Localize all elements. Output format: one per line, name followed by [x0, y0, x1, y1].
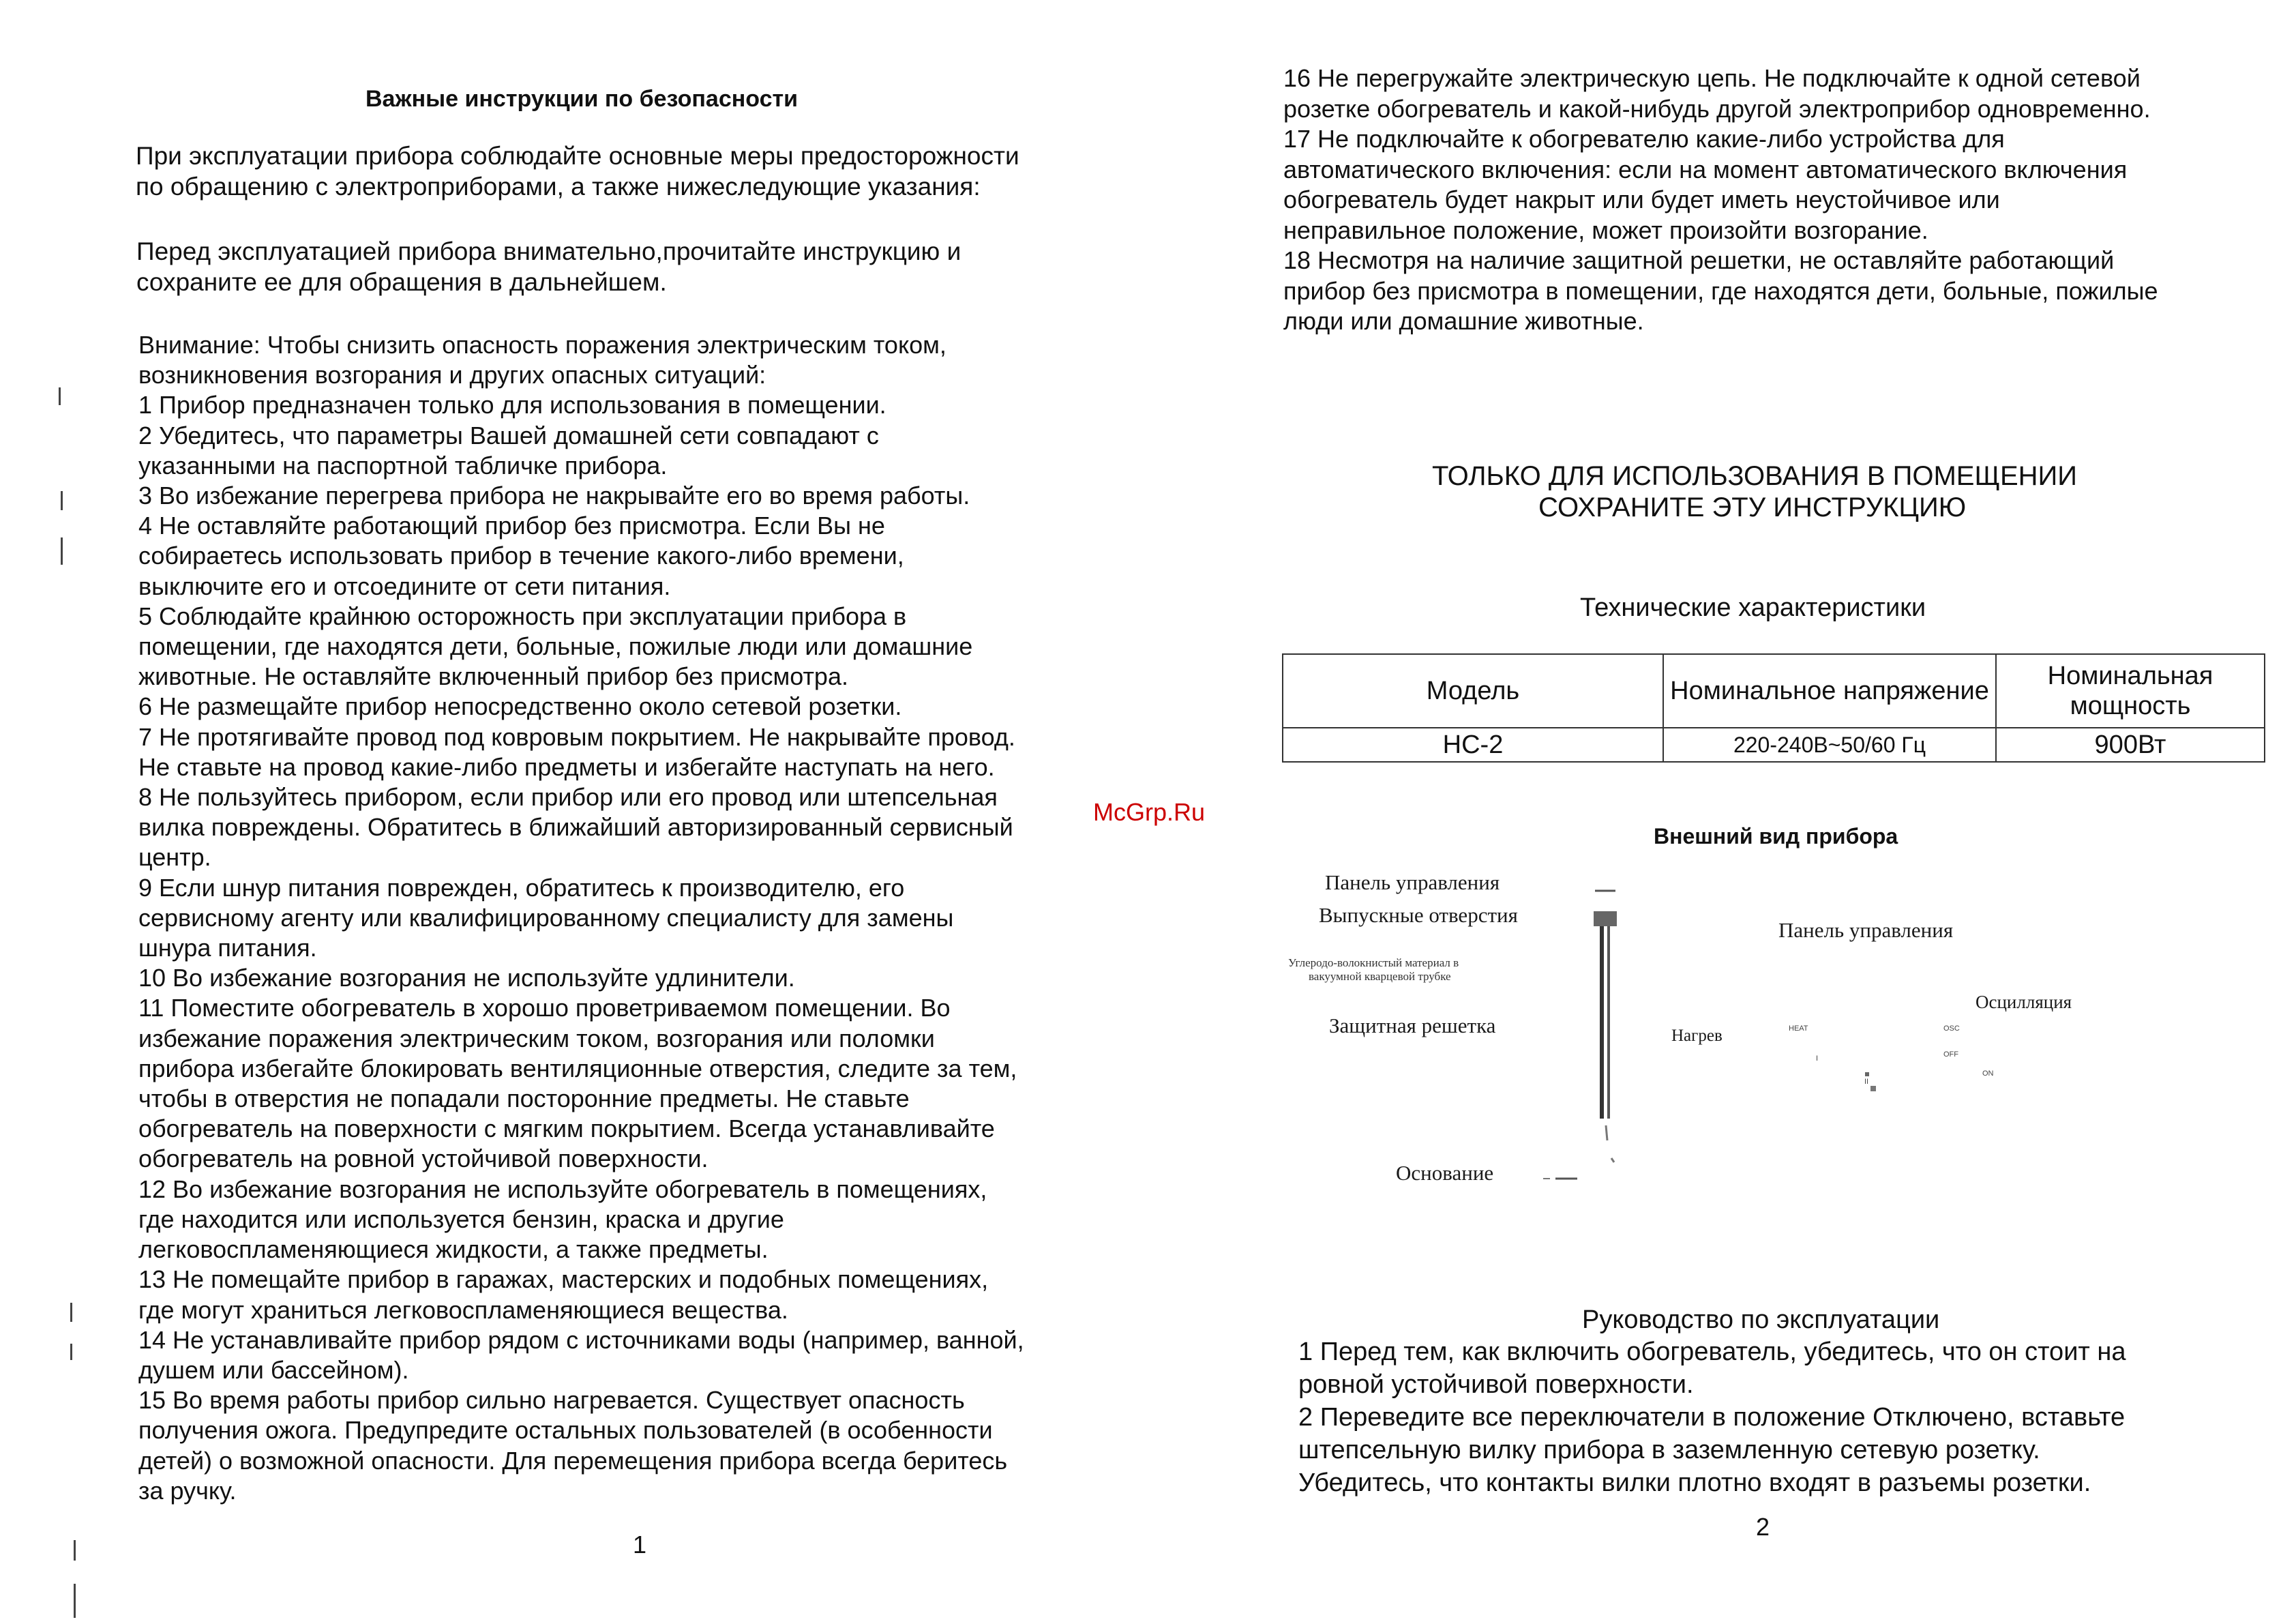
label-guard: Защитная решетка	[1329, 1014, 1496, 1037]
osc-knob-mark: OSC	[1943, 1024, 1960, 1033]
safety-line: неправильное положение, может произойти возгорание.	[1283, 216, 1928, 244]
safety-line: 6 Не размещайте прибор непосредственно около сетевой розетки.	[138, 692, 902, 721]
before-use-line: Перед эксплуатацией прибора внимательно,прочитайте инструкцию и	[136, 237, 961, 265]
safety-line: центр.	[138, 843, 211, 872]
heater-body	[1543, 891, 1617, 1179]
safety-line: сервисному агенту или квалифицированному специалисту для замены	[138, 903, 954, 932]
safety-line: 9 Если шнур питания поврежден, обратитесь к производителю, его	[138, 873, 905, 902]
safety-line: обогреватель на поверхности с мягким покрытием. Всегда устанавливайте	[138, 1114, 995, 1143]
safety-line: 18 Несмотря на наличие защитной решетки, не оставляйте работающий	[1283, 246, 2115, 274]
scan-mark	[74, 1584, 76, 1618]
knob-dot	[1865, 1072, 1869, 1076]
safety-line: душем или бассейном).	[138, 1355, 409, 1384]
intro-line: по обращению с электроприборами, а также нижеследующие указания:	[136, 173, 981, 201]
safety-line: 14 Не устанавливайте прибор рядом с источниками воды (например, ванной,	[138, 1325, 1024, 1354]
off-mark: OFF	[1943, 1050, 1958, 1059]
position-ii-mark: II	[1864, 1078, 1869, 1086]
label-carbon-line: вакуумной кварцевой трубке	[1309, 970, 1451, 983]
specs-data-row	[1283, 728, 2265, 762]
manual-paragraph	[1298, 1335, 2126, 1499]
save-notice: СОХРАНИТЕ ЭТУ ИНСТРУКЦИЮ	[1538, 492, 1967, 522]
page-number-right: 2	[1756, 1513, 1770, 1541]
safety-line: легковоспламеняющиеся жидкости, а также предметы.	[138, 1235, 769, 1264]
label-oscillation: Осцилляция	[1976, 992, 2072, 1012]
safety-line: выключите его и отсоедините от сети питания.	[138, 572, 671, 600]
safety-line: автоматического включения: если на момент автоматического включения	[1283, 155, 2128, 183]
header-voltage: Номинальное напряжение	[1663, 654, 1996, 728]
scan-mark	[70, 1303, 72, 1322]
header-power: Номинальная мощность	[1996, 654, 2265, 728]
safety-line: где могут храниться легковоспламеняющиеся вещества.	[138, 1295, 788, 1324]
appearance-title: Внешний вид прибора	[1654, 824, 1898, 848]
safety-line: 15 Во время работы прибор сильно нагревается. Существует опасность	[138, 1386, 965, 1415]
safety-line: прибора избегайте блокировать вентиляционные отверстия, следите за тем,	[138, 1054, 1017, 1082]
safety-line: 2 Убедитесь, что параметры Вашей домашней сети совпадают с	[138, 421, 879, 449]
scan-mark	[61, 491, 63, 510]
stem	[1606, 1125, 1607, 1140]
safety-list-continued	[1283, 63, 2158, 337]
specs-table	[1282, 653, 2265, 763]
safety-line: прибор без присмотра в помещении, где находятся дети, больные, пожилые	[1283, 276, 2158, 305]
indoor-notice: ТОЛЬКО ДЛЯ ИСПОЛЬЗОВАНИЯ В ПОМЕЩЕНИИ	[1432, 461, 2078, 491]
manual-line: 2 Переведите все переключатели в положение Отключено, вставьте	[1298, 1403, 2126, 1432]
safety-line: чтобы в отверстия не попадали посторонние предметы. Не ставьте	[138, 1084, 910, 1113]
scan-mark	[74, 1540, 76, 1561]
header-model: Модель	[1283, 654, 1663, 728]
before-use-line: сохраните ее для обращения в дальнейшем.	[136, 268, 667, 296]
label-control-panel-left: Панель управления	[1325, 870, 1500, 894]
safety-line: Не ставьте на провод какие-либо предметы и избегайте наступать на него.	[138, 752, 995, 781]
safety-line: 3 Во избежание перегрева прибора не накрывайте его во время работы.	[138, 482, 970, 510]
safety-list	[138, 330, 1024, 1506]
safety-line: за ручку.	[138, 1476, 237, 1505]
intro-line: При эксплуатации прибора соблюдайте основные меры предосторожности	[136, 142, 1019, 170]
label-heating: Нагрев	[1671, 1027, 1723, 1045]
safety-line: Внимание: Чтобы снизить опасность поражения электрическим током,	[138, 331, 946, 359]
safety-line: 7 Не протягивайте провод под ковровым покрытием. Не накрывайте провод.	[138, 722, 1015, 751]
scan-mark	[59, 387, 61, 405]
safety-line: 12 Во избежание возгорания не используйте обогреватель в помещениях,	[138, 1175, 987, 1203]
label-carbon-line: Углеродо-волокнистый материал в	[1288, 956, 1459, 969]
voltage-value: 220-240В~50/60 Гц	[1663, 728, 1996, 762]
safety-line: животные. Не оставляйте включенный прибор без присмотра.	[138, 662, 848, 691]
manual-title: Руководство по эксплуатации	[1582, 1305, 1940, 1334]
safety-line: шнура питания.	[138, 934, 317, 962]
manual-line: штепсельную вилку прибора в заземленную сетевую розетку.	[1298, 1436, 2040, 1464]
safety-line: 13 Не помещайте прибор в гаражах, мастерских и подобных помещениях,	[138, 1265, 989, 1294]
manual-line: Убедитесь, что контакты вилки плотно входят в разъемы розетки.	[1298, 1468, 2091, 1497]
heat-knob-mark: HEAT	[1789, 1024, 1808, 1033]
safety-line: люди или домашние животные.	[1283, 307, 1644, 335]
label-carbon-element	[1288, 956, 1459, 984]
safety-line: помещении, где находятся дети, больные, пожилые люди или домашние	[138, 632, 973, 661]
safety-line: собираетесь использовать прибор в течение какого-либо времени,	[138, 542, 904, 570]
safety-line: вилка повреждены. Обратитесь в ближайший авторизированный сервисный	[138, 813, 1013, 842]
watermark: McGrp.Ru	[1093, 798, 1206, 826]
manual-line: 1 Перед тем, как включить обогреватель, убедитесь, что он стоит на	[1298, 1338, 2126, 1366]
safety-line: детей) о возможной опасности. Для перемещения прибора всегда беритесь	[138, 1446, 1008, 1475]
specs-title: Технические характеристики	[1580, 593, 1926, 622]
on-mark: ON	[1982, 1069, 1994, 1078]
label-control-panel-right: Панель управления	[1778, 918, 1954, 942]
model-value: HC-2	[1283, 728, 1663, 762]
stem-detail	[1611, 1158, 1614, 1162]
right-page	[1093, 0, 2296, 1624]
safety-line: 17 Не подключайте к обогревателю какие-либо устройства для	[1283, 125, 2005, 153]
safety-line: 10 Во избежание возгорания не используйте удлинители.	[138, 964, 795, 992]
power-value: 900Вт	[1996, 728, 2265, 762]
intro-paragraph	[136, 141, 1019, 202]
safety-line: 5 Соблюдайте крайнюю осторожность при эксплуатации прибора в	[138, 602, 907, 630]
safety-line: розетке обогреватель и какой-нибудь другой электроприбор одновременно.	[1283, 94, 2151, 123]
safety-line: избежание поражения электрическим током, возгорания или поломки	[138, 1024, 935, 1052]
scan-mark	[61, 537, 63, 565]
safety-line: обогреватель на ровной устойчивой поверхности.	[138, 1145, 709, 1173]
safety-line: где находится или используется бензин, краска и другие	[138, 1205, 784, 1233]
page-number-left: 1	[633, 1531, 647, 1559]
specs-header-row	[1283, 654, 2265, 728]
before-use-paragraph	[136, 236, 961, 297]
knob-dot	[1870, 1086, 1876, 1091]
safety-line: возникновения возгорания и других опасных ситуаций:	[138, 361, 766, 389]
safety-line: 8 Не пользуйтесь прибором, если прибор или его провод или штепсельная	[138, 783, 998, 812]
safety-line: 11 Поместите обогреватель в хорошо проветриваемом помещении. Во	[138, 994, 951, 1022]
label-outlet-holes: Выпускные отверстия	[1319, 903, 1518, 927]
safety-line: обогреватель будет накрыт или будет иметь неустойчивое или	[1283, 186, 2000, 213]
safety-line: 4 Не оставляйте работающий прибор без присмотра. Если Вы не	[138, 512, 885, 540]
manual-line: ровной устойчивой поверхности.	[1298, 1370, 1694, 1399]
safety-line: получения ожога. Предупредите остальных пользователей (в особенности	[138, 1416, 993, 1445]
label-base: Основание	[1396, 1161, 1494, 1185]
safety-line: 16 Не перегружайте электрическую цепь. Не подключайте к одной сетевой	[1283, 64, 2141, 92]
safety-heading: Важные инструкции по безопасности	[366, 86, 799, 112]
safety-line: 1 Прибор предназначен только для использования в помещении.	[138, 391, 886, 419]
safety-line: указанными на паспортной табличке прибора.	[138, 451, 668, 479]
control-panel-drawing	[1594, 911, 1617, 926]
position-i-mark: I	[1816, 1054, 1819, 1063]
scan-mark	[70, 1344, 72, 1360]
